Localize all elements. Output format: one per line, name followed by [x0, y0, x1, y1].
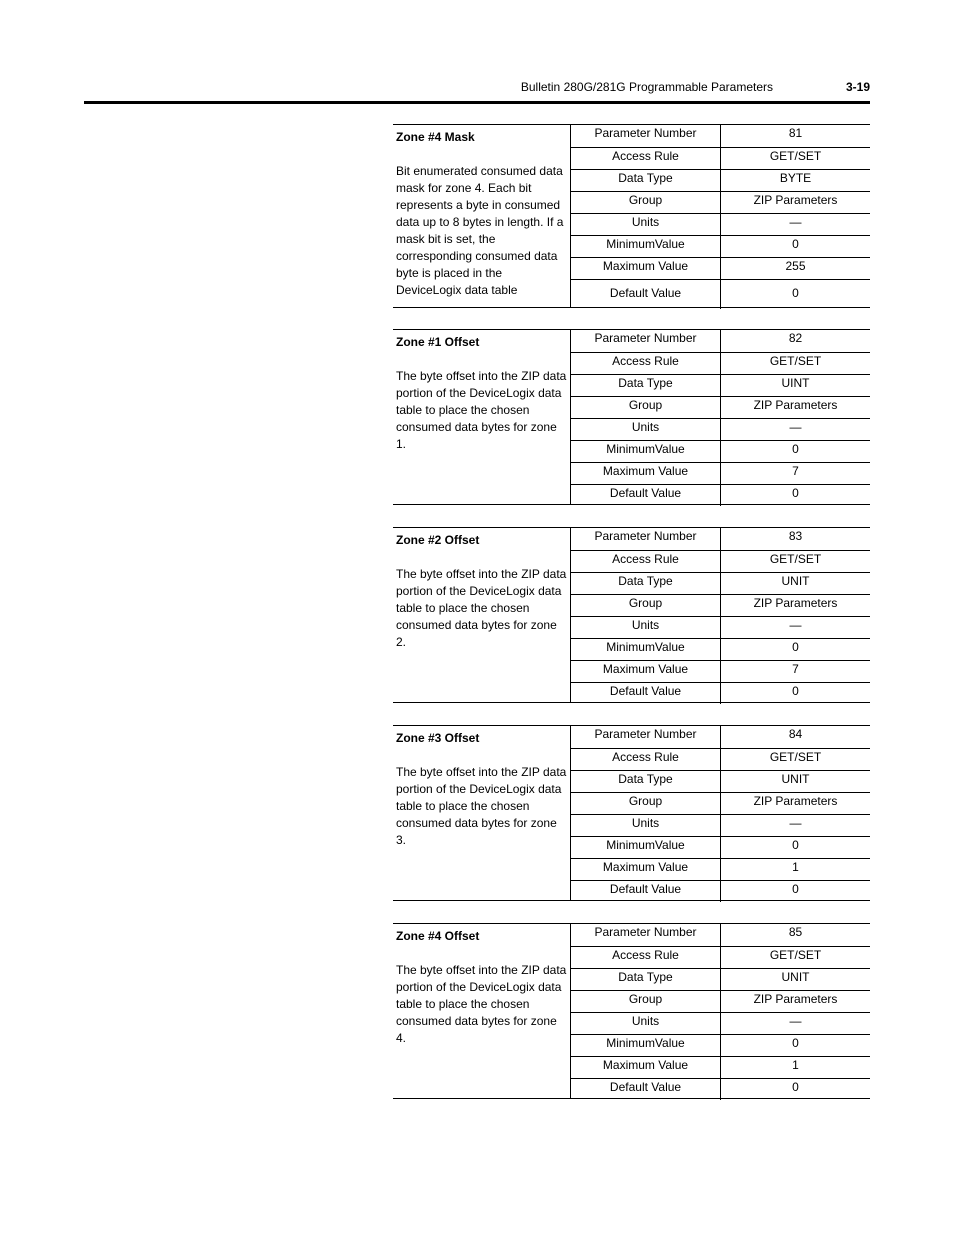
table-row [571, 330, 870, 352]
parameter-attributes-table [571, 924, 870, 1100]
table-row [571, 770, 870, 792]
table-row [571, 836, 870, 858]
table-row [571, 990, 870, 1012]
table-row [571, 1056, 870, 1078]
parameter-description-text: Bit enumerated consumed data mask for zone 4. Each bit represents a byte in consumed data up to 8 bytes in length. If a mask bit is set, the corresponding consumed data byte is placed in the DeviceLogix data table [396, 164, 564, 297]
attribute-label: Parameter Number [571, 125, 721, 147]
table-row [571, 616, 870, 638]
attribute-value: 1 [792, 860, 799, 874]
attribute-value: 0 [792, 286, 799, 300]
attribute-label: Maximum Value [571, 859, 721, 880]
parameter-title: Zone #1 Offset [396, 335, 480, 349]
table-row [571, 352, 870, 374]
table-row [571, 257, 870, 279]
parameter-description [393, 125, 571, 307]
attribute-label: Default Value [571, 280, 721, 309]
attribute-label: Default Value [571, 485, 721, 506]
parameter-description [393, 528, 571, 702]
table-row [571, 946, 870, 968]
attribute-label: Maximum Value [571, 258, 721, 279]
table-row [571, 594, 870, 616]
parameter-description [393, 924, 571, 1098]
table-row [571, 279, 870, 309]
attribute-label: Maximum Value [571, 463, 721, 484]
parameter-block-zone2-offset [393, 527, 870, 703]
attribute-value: 0 [792, 1080, 799, 1094]
attribute-value: 83 [788, 529, 803, 543]
table-row [571, 726, 870, 748]
parameter-description-text: The byte offset into the ZIP data portion of the DeviceLogix data table to place the chosen consumed data bytes for zone 4. [396, 963, 567, 1045]
table-row [571, 968, 870, 990]
table-row [571, 191, 870, 213]
parameter-description-text: The byte offset into the ZIP data portion of the DeviceLogix data table to place the chosen consumed data bytes for zone 2. [396, 567, 567, 649]
attribute-label: Access Rule [571, 749, 721, 770]
table-row [571, 924, 870, 946]
parameter-attributes-table [571, 528, 870, 704]
attribute-value: UINT [781, 376, 810, 390]
parameter-attributes-table [571, 125, 870, 309]
header-rule [84, 101, 870, 104]
attribute-label: Access Rule [571, 551, 721, 572]
table-row [571, 748, 870, 770]
running-header-title: Bulletin 280G/281G Programmable Parameters [520, 80, 773, 94]
attribute-label: MinimumValue [571, 236, 721, 257]
attribute-label: Group [571, 991, 721, 1012]
attribute-label: Group [571, 192, 721, 213]
attribute-value: 7 [792, 662, 799, 676]
attribute-label: Access Rule [571, 353, 721, 374]
attribute-value: 1 [792, 1058, 799, 1072]
attribute-label: Units [571, 214, 721, 235]
attribute-label: MinimumValue [571, 1035, 721, 1056]
attribute-label: Data Type [571, 375, 721, 396]
table-row [571, 213, 870, 235]
attribute-value: 255 [785, 259, 806, 273]
table-row [571, 1034, 870, 1056]
attribute-label: Maximum Value [571, 661, 721, 682]
attribute-value: 0 [792, 1036, 799, 1050]
table-row [571, 396, 870, 418]
attribute-label: Parameter Number [571, 528, 721, 550]
table-row [571, 235, 870, 257]
parameter-title: Zone #4 Offset [396, 929, 480, 943]
attribute-value: — [789, 816, 802, 830]
attribute-label: Maximum Value [571, 1057, 721, 1078]
attribute-value: UNIT [781, 970, 810, 984]
page-number: 3-19 [845, 80, 870, 94]
attribute-label: Units [571, 815, 721, 836]
attribute-label: MinimumValue [571, 441, 721, 462]
parameter-attributes-table [571, 330, 870, 506]
table-row [571, 374, 870, 396]
table-row [571, 147, 870, 169]
attribute-label: Parameter Number [571, 726, 721, 748]
parameter-title: Zone #4 Mask [396, 130, 475, 144]
attribute-label: Units [571, 419, 721, 440]
table-row [571, 814, 870, 836]
table-row [571, 682, 870, 704]
parameter-title: Zone #2 Offset [396, 533, 480, 547]
attribute-value: GET/SET [769, 354, 822, 368]
attribute-label: Access Rule [571, 947, 721, 968]
attribute-value: — [789, 1014, 802, 1028]
parameter-block-zone1-offset [393, 329, 870, 505]
table-row [571, 1012, 870, 1034]
page-header [0, 80, 870, 98]
attribute-value: 0 [792, 640, 799, 654]
table-row [571, 418, 870, 440]
parameter-title: Zone #3 Offset [396, 731, 480, 745]
attribute-value: UNIT [781, 772, 810, 786]
attribute-label: Default Value [571, 1079, 721, 1100]
attribute-value: 7 [792, 464, 799, 478]
attribute-label: Group [571, 595, 721, 616]
attribute-value: GET/SET [769, 948, 822, 962]
table-row [571, 880, 870, 902]
attribute-value: GET/SET [769, 149, 822, 163]
attribute-value: — [789, 618, 802, 632]
parameter-block-zone3-offset [393, 725, 870, 901]
attribute-label: MinimumValue [571, 639, 721, 660]
attribute-value: — [789, 215, 802, 229]
attribute-value: 0 [792, 486, 799, 500]
attribute-label: Group [571, 397, 721, 418]
attribute-label: Data Type [571, 573, 721, 594]
attribute-value: 0 [792, 838, 799, 852]
table-row [571, 528, 870, 550]
attribute-value: 0 [792, 237, 799, 251]
parameter-description-text: The byte offset into the ZIP data portion of the DeviceLogix data table to place the chosen consumed data bytes for zone 3. [396, 765, 567, 847]
attribute-label: Data Type [571, 969, 721, 990]
table-row [571, 1078, 870, 1100]
attribute-label: Access Rule [571, 148, 721, 169]
attribute-label: Parameter Number [571, 924, 721, 946]
table-row [571, 484, 870, 506]
attribute-label: Units [571, 617, 721, 638]
attribute-value: ZIP Parameters [753, 596, 838, 610]
table-row [571, 572, 870, 594]
table-row [571, 440, 870, 462]
attribute-label: Group [571, 793, 721, 814]
attribute-value: 81 [788, 126, 803, 140]
attribute-value: BYTE [779, 171, 812, 185]
table-row [571, 169, 870, 191]
attribute-value: ZIP Parameters [753, 398, 838, 412]
parameter-description-text: The byte offset into the ZIP data portion of the DeviceLogix data table to place the chosen consumed data bytes for zone 1. [396, 369, 567, 451]
attribute-label: Units [571, 1013, 721, 1034]
attribute-label: Data Type [571, 771, 721, 792]
parameter-block-zone4-mask [393, 124, 870, 308]
attribute-value: 84 [788, 727, 803, 741]
table-row [571, 550, 870, 572]
attribute-value: 0 [792, 882, 799, 896]
table-row [571, 125, 870, 147]
attribute-label: MinimumValue [571, 837, 721, 858]
table-row [571, 638, 870, 660]
attribute-value: — [789, 420, 802, 434]
parameter-description [393, 330, 571, 504]
attribute-label: Default Value [571, 683, 721, 704]
parameter-block-zone4-offset [393, 923, 870, 1099]
table-row [571, 858, 870, 880]
attribute-value: 82 [788, 331, 803, 345]
table-row [571, 462, 870, 484]
attribute-label: Data Type [571, 170, 721, 191]
attribute-value: ZIP Parameters [753, 794, 838, 808]
table-row [571, 792, 870, 814]
parameter-description [393, 726, 571, 900]
attribute-value: 0 [792, 442, 799, 456]
parameter-attributes-table [571, 726, 870, 902]
attribute-value: 85 [788, 925, 803, 939]
table-row [571, 660, 870, 682]
attribute-label: Parameter Number [571, 330, 721, 352]
attribute-value: GET/SET [769, 750, 822, 764]
attribute-value: ZIP Parameters [753, 193, 838, 207]
attribute-label: Default Value [571, 881, 721, 902]
attribute-value: UNIT [781, 574, 810, 588]
attribute-value: ZIP Parameters [753, 992, 838, 1006]
attribute-value: GET/SET [769, 552, 822, 566]
attribute-value: 0 [792, 684, 799, 698]
